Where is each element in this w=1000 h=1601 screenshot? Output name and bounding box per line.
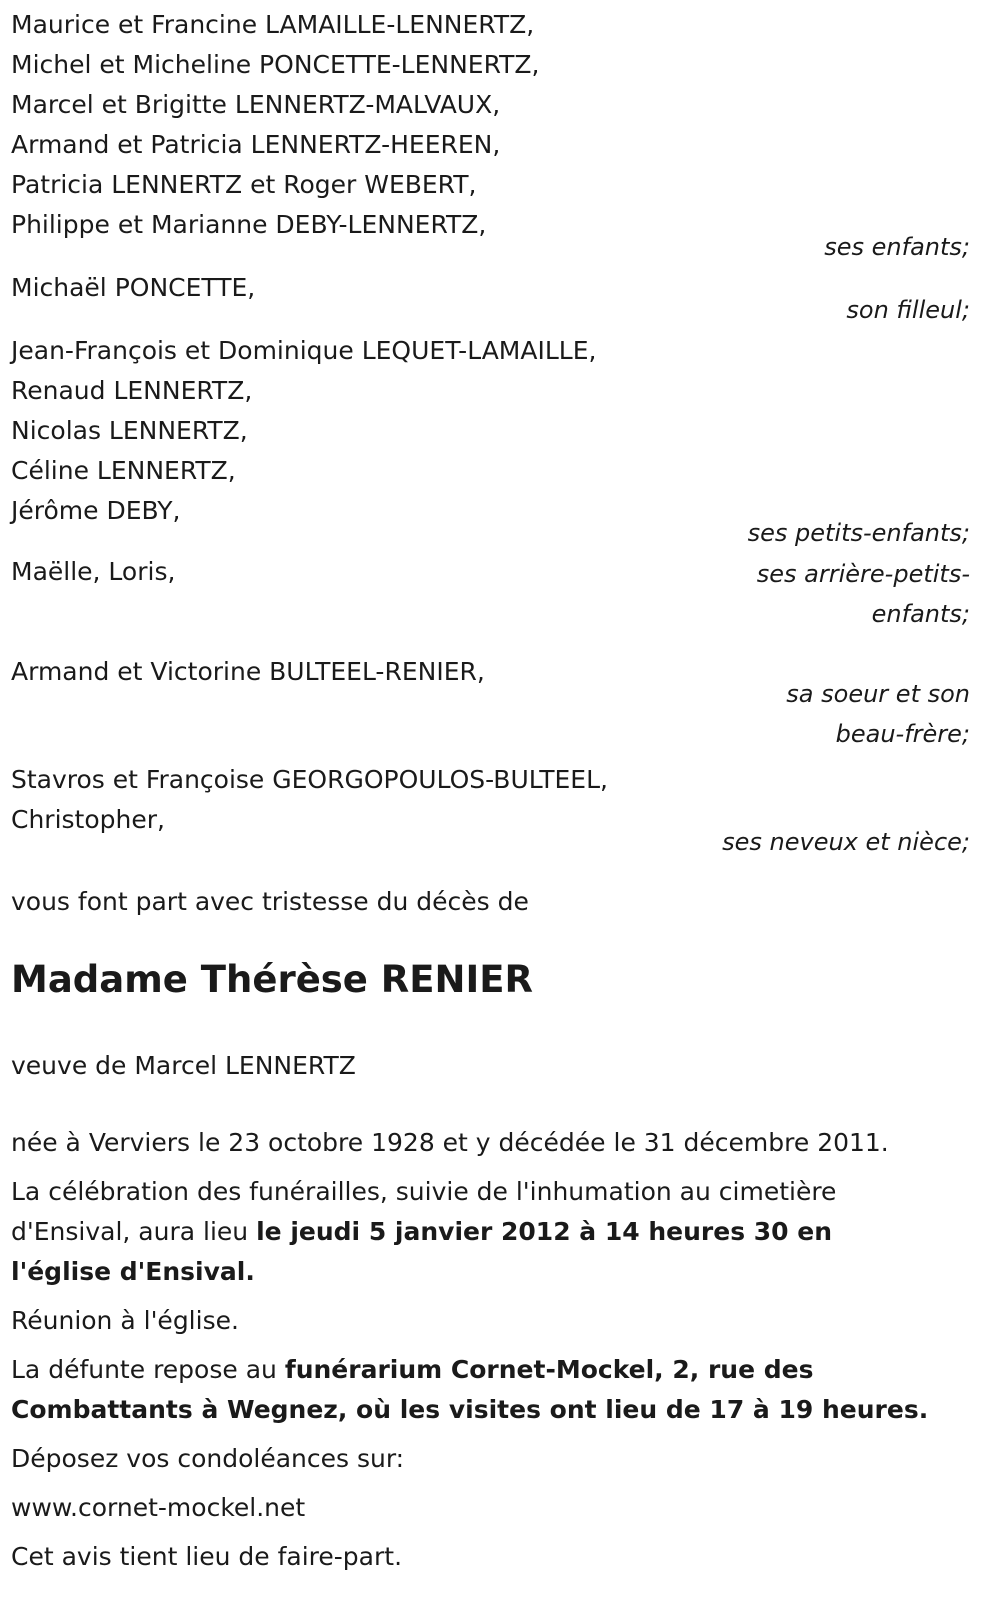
relation-label: ses arrière-petits-enfants;	[756, 560, 970, 628]
obituary-details	[11, 1123, 940, 1586]
deceased-name: Madame Thérèse RENIER	[11, 958, 534, 1001]
family-name-line: Nicolas LENNERTZ,	[11, 416, 248, 445]
family-name-line: Renaud LENNERTZ,	[11, 376, 253, 405]
funerarium-text	[11, 1350, 940, 1430]
family-name-line: Armand et Victorine BULTEEL-RENIER,	[11, 657, 485, 686]
family-name-line: Michel et Micheline PONCETTE-LENNERTZ,	[11, 50, 540, 79]
relation-label: ses enfants;	[824, 233, 970, 261]
family-name-line: Armand et Patricia LENNERTZ-HEEREN,	[11, 130, 501, 159]
condolences-label: Déposez vos condoléances sur:	[11, 1444, 405, 1473]
website-link[interactable]: www.cornet-mockel.net	[11, 1493, 306, 1522]
family-name-line: Marcel et Brigitte LENNERTZ-MALVAUX,	[11, 90, 501, 119]
names-list	[11, 268, 255, 308]
birth-death-text: née à Verviers le 23 octobre 1928 et y décédée le 31 décembre 2011.	[11, 1128, 889, 1157]
family-name-line: Stavros et Françoise GEORGOPOULOS-BULTEEL,	[11, 765, 608, 794]
family-group-great-grandchildren	[0, 552, 1000, 628]
closing-text: Cet avis tient lieu de faire-part.	[11, 1542, 403, 1571]
family-name-line: Céline LENNERTZ,	[11, 456, 236, 485]
widow-of-text: veuve de Marcel LENNERTZ	[11, 1051, 356, 1080]
family-group-sister	[0, 652, 1000, 748]
family-group-children	[0, 5, 1000, 261]
family-name-line: Maëlle, Loris,	[11, 557, 176, 586]
ceremony-text	[11, 1172, 940, 1292]
family-name-line: Jean-François et Dominique LEQUET-LAMAILLE,	[11, 336, 597, 365]
names-list	[11, 331, 596, 531]
family-name-line: Patricia LENNERTZ et Roger WEBERT,	[11, 170, 477, 199]
announcement-text: vous font part avec tristesse du décès de	[11, 887, 529, 916]
family-group-nephews	[0, 760, 1000, 856]
family-name-line: Philippe et Marianne DEBY-LENNERTZ,	[11, 210, 487, 239]
funerarium-details: funérarium Cornet-Mockel, 2, rue des Combattants à Wegnez, où les visites ont lieu de 17 à 19 heures.	[11, 1355, 929, 1424]
funerarium-intro: La défunte repose au	[11, 1355, 285, 1384]
names-list	[11, 5, 540, 245]
family-name-line: Michaël PONCETTE,	[11, 273, 256, 302]
ceremony-datetime: le jeudi 5 janvier 2012 à 14 heures 30 en l'église d'Ensival.	[11, 1217, 833, 1286]
reunion-text: Réunion à l'église.	[11, 1306, 239, 1335]
names-list	[11, 552, 175, 592]
family-name-line: Christopher,	[11, 805, 165, 834]
family-name-line: Jérôme DEBY,	[11, 496, 181, 525]
relation-label: son filleul;	[846, 296, 970, 324]
relation-label: sa soeur et son beau-frère;	[786, 680, 970, 748]
relation-label: ses neveux et nièce;	[722, 828, 970, 856]
family-group-grandchildren	[0, 331, 1000, 547]
ceremony-intro: La célébration des funérailles, suivie de l'inhumation au cimetière d'Ensival, aura lieu	[11, 1177, 837, 1246]
relation-label: ses petits-enfants;	[747, 519, 970, 547]
names-list	[11, 760, 608, 840]
family-name-line: Maurice et Francine LAMAILLE-LENNERTZ,	[11, 10, 535, 39]
family-group-godson	[0, 268, 1000, 324]
names-list	[11, 652, 485, 692]
